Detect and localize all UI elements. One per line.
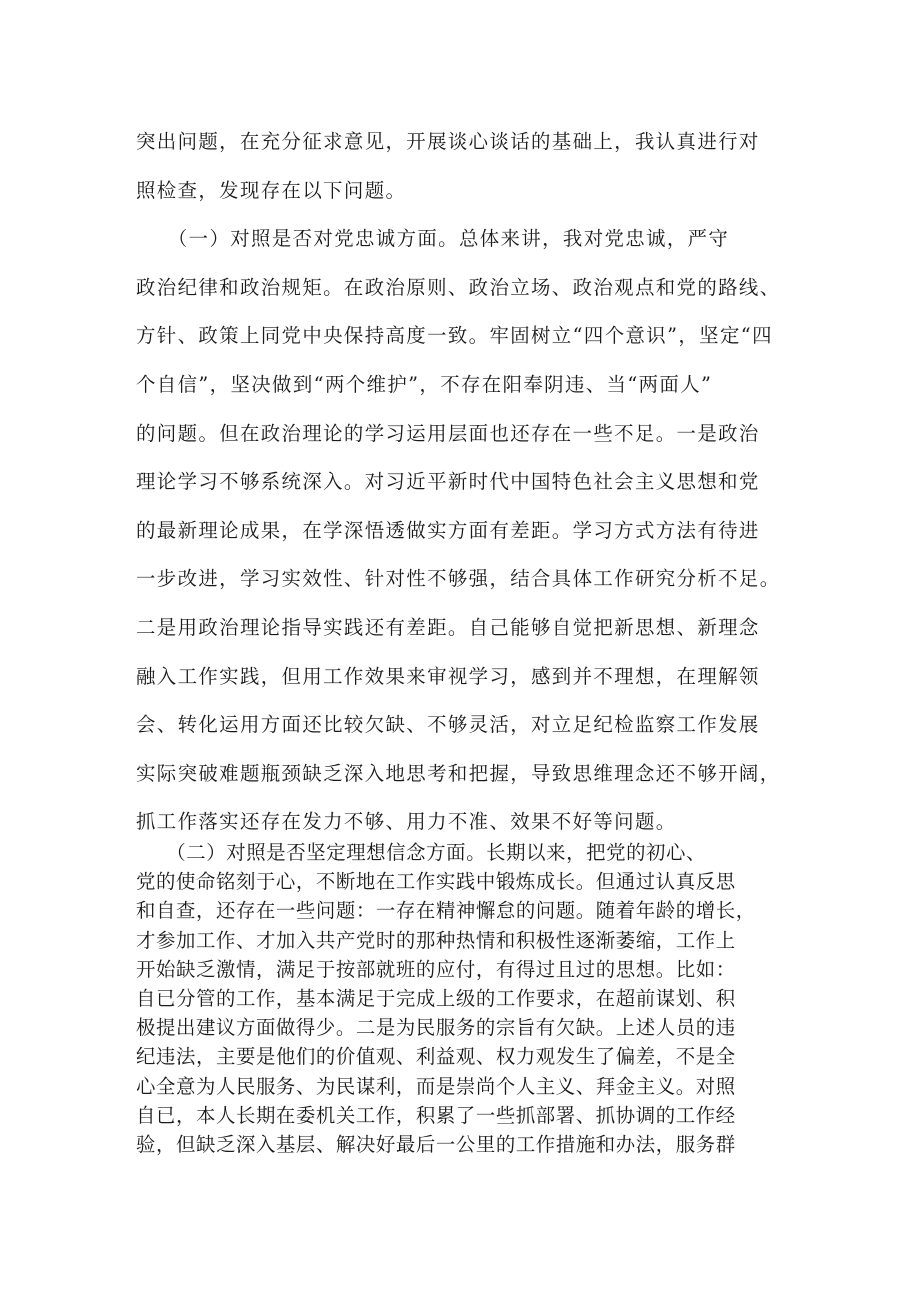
text-line: 理论学习不够系统深入。对习近平新时代中国特色社会主义思想和党 bbox=[136, 470, 760, 494]
text-line: 实际突破难题瓶颈缺乏深入地思考和把握，导致思维理念还不够开阔， bbox=[136, 761, 781, 785]
text-line: 才参加工作、才加入共产党时的那种热情和积极性逐渐萎缩，工作上 bbox=[136, 928, 736, 952]
text-line: 纪违法，主要是他们的价值观、利益观、权力观发生了偏差，不是全 bbox=[136, 1045, 736, 1069]
text-line: 和自查，还存在一些问题：一存在精神懈怠的问题。随着年龄的增长， bbox=[136, 899, 756, 923]
document-body-lower bbox=[136, 838, 796, 1159]
text-line: 自已分管的工作，基本满足于完成上级的工作要求，在超前谋划、积 bbox=[136, 986, 736, 1010]
text-line: 极提出建议方面做得少。二是为民服务的宗旨有欠缺。上述人员的违 bbox=[136, 1016, 736, 1040]
text-line: 的最新理论成果，在学深悟透做实方面有差距。学习方式方法有待进 bbox=[136, 518, 760, 542]
text-line: 融入工作实践，但用工作效果来审视学习，感到并不理想，在理解领 bbox=[136, 664, 760, 688]
text-line: 心全意为人民服务、为民谋利，而是崇尚个人主义、拜金主义。对照 bbox=[136, 1074, 736, 1098]
text-line: 自已，本人长期在委机关工作，积累了一些抓部署、抓协调的工作经 bbox=[136, 1103, 736, 1127]
paragraph-heading-line: （二）对照是否坚定理想信念方面。长期以来，把党的初心、 bbox=[136, 841, 707, 864]
text-line: 方针、政策上同党中央保持高度一致。牢固树立“四个意识”，坚定“四 bbox=[136, 324, 773, 348]
text-line: 个自信”，坚决做到“两个维护”，不存在阳奉阴违、当“两面人” bbox=[136, 372, 713, 396]
text-line: 一步改进，学习实效性、针对性不够强，结合具体工作研究分析不足。 bbox=[136, 567, 781, 591]
text-line: 开始缺乏激情，满足于按部就班的应付，有得过且过的思想。比如： bbox=[136, 957, 736, 981]
text-line: 党的使命铭刻于心，不断地在工作实践中锻炼成长。但通过认真反思 bbox=[136, 870, 736, 894]
text-line: 二是用政治理论指导实践还有差距。自己能够自觉把新思想、新理念 bbox=[136, 615, 760, 639]
text-line: 的问题。但在政治理论的学习运用层面也还存在一些不足。一是政治 bbox=[136, 421, 760, 445]
text-line: 突出问题，在充分征求意见，开展谈心谈话的基础上，我认真进行对 bbox=[136, 130, 760, 153]
text-line: 会、转化运用方面还比较欠缺、不够灵活，对立足纪检监察工作发展 bbox=[136, 713, 760, 737]
text-line: 验，但缺乏深入基层、解决好最后一公里的工作措施和办法，服务群 bbox=[136, 1132, 736, 1156]
document-body-upper bbox=[136, 118, 796, 847]
text-line: 抓工作落实还存在发力不够、用力不准、效果不好等问题。 bbox=[136, 810, 677, 834]
paragraph-heading-line: （一）对照是否对党忠诚方面。总体来讲，我对党忠诚，严守 bbox=[136, 227, 730, 251]
text-line: 照检查，发现存在以下问题。 bbox=[136, 178, 407, 202]
text-line: 政治纪律和政治规矩。在政治原则、政治立场、政治观点和党的路线、 bbox=[136, 275, 781, 299]
